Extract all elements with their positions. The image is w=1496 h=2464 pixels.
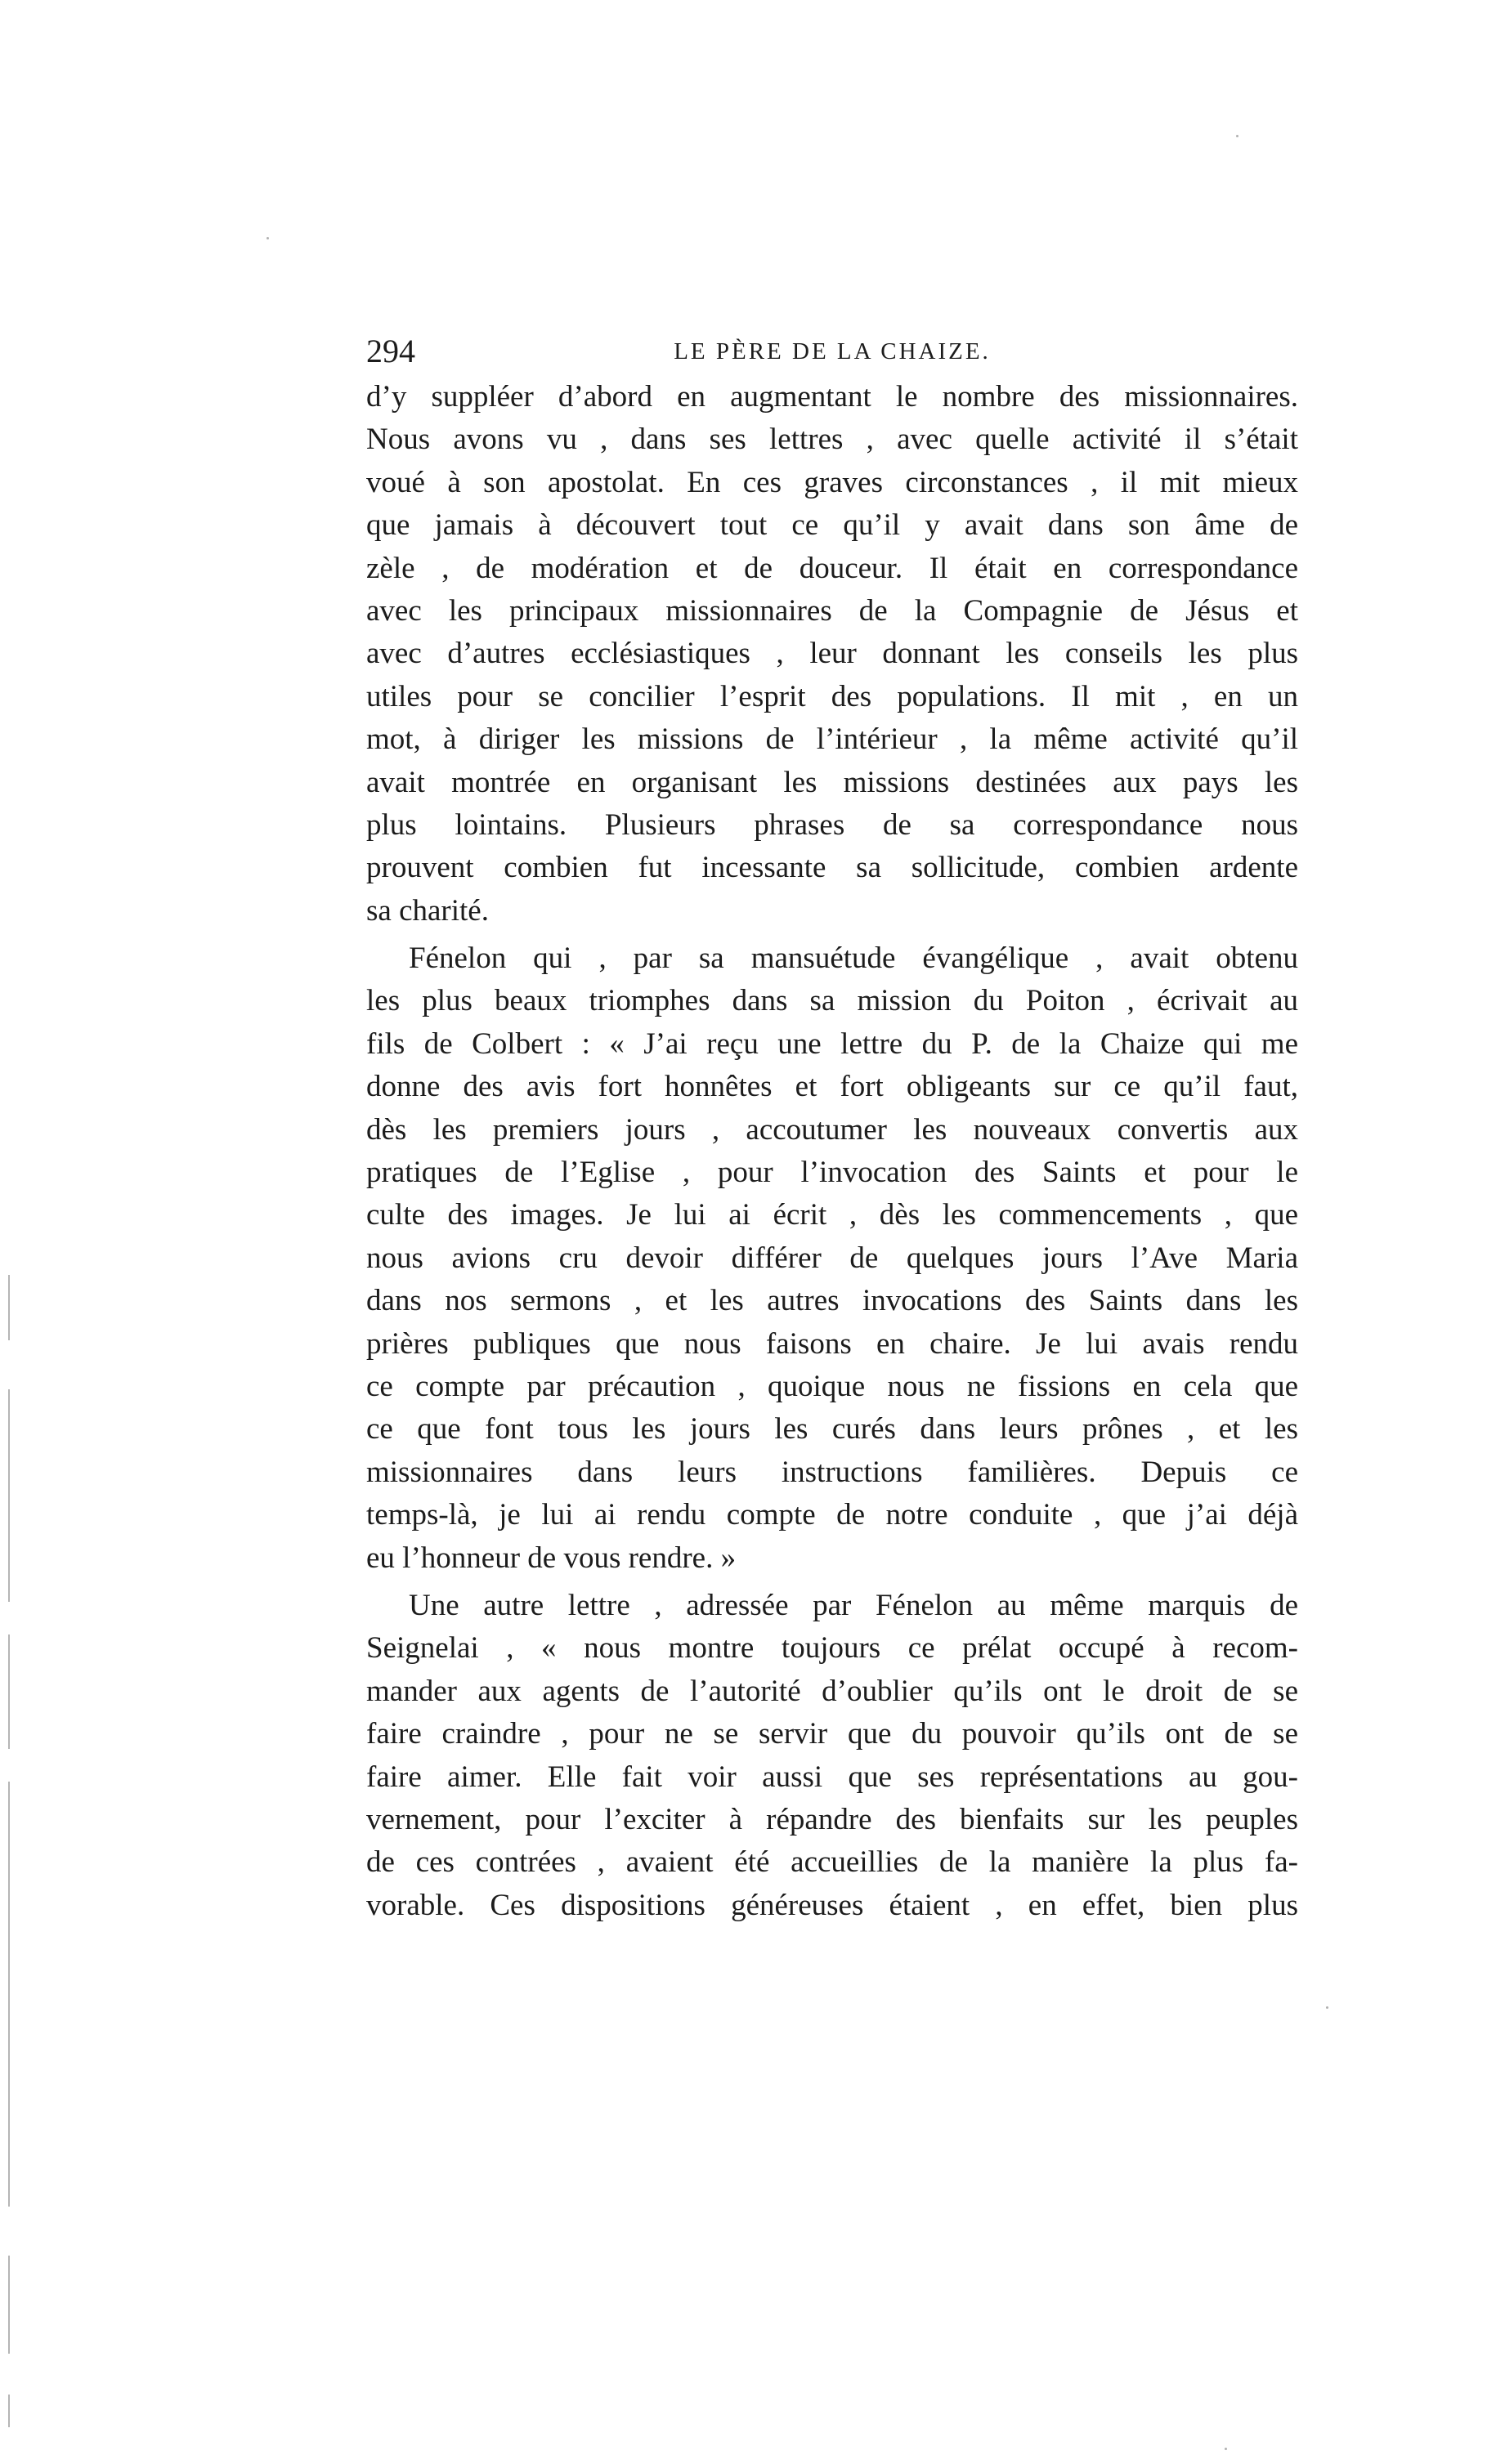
text-line: utiles pour se concilier l’esprit des populations. Il mit , en un (366, 679, 1298, 713)
text-line: prières publiques que nous faisons en chaire. Je lui avais rendu (366, 1326, 1298, 1361)
text-line: donne des avis fort honnêtes et fort obligeants sur ce qu’il faut, (366, 1070, 1298, 1104)
text-line: fils de Colbert : « J’ai reçu une lettre du P. de la Chaize qui me (366, 1026, 1298, 1061)
running-title: LE PÈRE DE LA CHAIZE. (674, 338, 991, 364)
scan-margin-mark (8, 1275, 10, 1340)
scan-margin-mark (8, 1782, 10, 2207)
text-line: missionnaires dans leurs instructions familières. Depuis ce (366, 1455, 1298, 1489)
text-line: vernement, pour l’exciter à répandre des bienfaits sur les peuples (366, 1802, 1298, 1836)
text-line: avec les principaux missionnaires de la Compagnie de Jésus et (366, 593, 1298, 628)
text-line: Fénelon qui , par sa mansuétude évangélique , avait obtenu (409, 941, 1298, 976)
text-line: faire craindre , pour ne se servir que du pouvoir qu’ils ont de se (366, 1717, 1298, 1751)
text-line: voué à son apostolat. En ces graves circonstances , il mit mieux (366, 465, 1298, 499)
text-line: nous avions cru devoir différer de quelques jours l’Ave Maria (366, 1241, 1298, 1275)
text-line: plus lointains. Plusieurs phrases de sa correspondance nous (366, 807, 1298, 842)
body-text (366, 376, 1298, 1927)
page-number: 294 (366, 333, 415, 369)
text-line: Nous avons vu , dans ses lettres , avec quelle activité il s’était (366, 423, 1298, 457)
page-header (366, 327, 1298, 376)
text-line: les plus beaux triomphes dans sa mission du Poiton , écrivait au (366, 984, 1298, 1018)
text-line: prouvent combien fut incessante sa sollicitude, combien ardente (366, 851, 1298, 885)
paragraph-2 (366, 937, 1298, 1580)
text-line: zèle , de modération et de douceur. Il était en correspondance (366, 551, 1298, 585)
text-line: de ces contrées , avaient été accueillies de la manière la plus fa- (366, 1845, 1298, 1880)
scan-margin-mark (8, 1389, 10, 1602)
text-line: Une autre lettre , adressée par Fénelon au même marquis de (409, 1588, 1298, 1622)
text-line: ce que font tous les jours les curés dans leurs prônes , et les (366, 1412, 1298, 1447)
scan-margin-mark (8, 1634, 10, 1749)
scan-speck (1225, 2448, 1227, 2450)
text-line: mot, à diriger les missions de l’intérieur , la même activité qu’il (366, 722, 1298, 757)
text-line: culte des images. Je lui ai écrit , dès les commencements , que (366, 1198, 1298, 1232)
text-line: que jamais à découvert tout ce qu’il y avait dans son âme de (366, 508, 1298, 543)
text-line: eu l’honneur de vous rendre. » (366, 1541, 737, 1575)
text-line: dans nos sermons , et les autres invocations des Saints dans les (366, 1284, 1298, 1318)
scan-speck (267, 237, 269, 239)
scan-speck (1236, 135, 1238, 137)
text-line: temps-là, je lui ai rendu compte de notre conduite , que j’ai déjà (366, 1498, 1298, 1532)
text-line: vorable. Ces dispositions généreuses étaient , en effet, bien plus (366, 1888, 1298, 1922)
scan-margin-mark (8, 2395, 10, 2427)
text-line: ce compte par précaution , quoique nous ne fissions en cela que (366, 1369, 1298, 1403)
text-line: faire aimer. Elle fait voir aussi que ses représentations au gou- (366, 1760, 1298, 1794)
text-line: pratiques de l’Eglise , pour l’invocation des Saints et pour le (366, 1156, 1298, 1190)
text-line: Seignelai , « nous montre toujours ce prélat occupé à recom- (366, 1631, 1298, 1666)
paragraph-3 (366, 1585, 1298, 1927)
text-line: d’y suppléer d’abord en augmentant le nombre des missionnaires. (366, 380, 1298, 414)
scan-speck (1326, 2006, 1328, 2009)
text-line: avec d’autres ecclésiastiques , leur donnant les conseils les plus (366, 637, 1298, 671)
text-line: mander aux agents de l’autorité d’oublier qu’ils ont le droit de se (366, 1674, 1298, 1708)
paragraph-1 (366, 376, 1298, 932)
text-line: avait montrée en organisant les missions destinées aux pays les (366, 765, 1298, 799)
text-line: dès les premiers jours , accoutumer les nouveaux convertis aux (366, 1112, 1298, 1147)
scan-margin-mark (8, 2256, 10, 2354)
text-line: sa charité. (366, 893, 489, 928)
